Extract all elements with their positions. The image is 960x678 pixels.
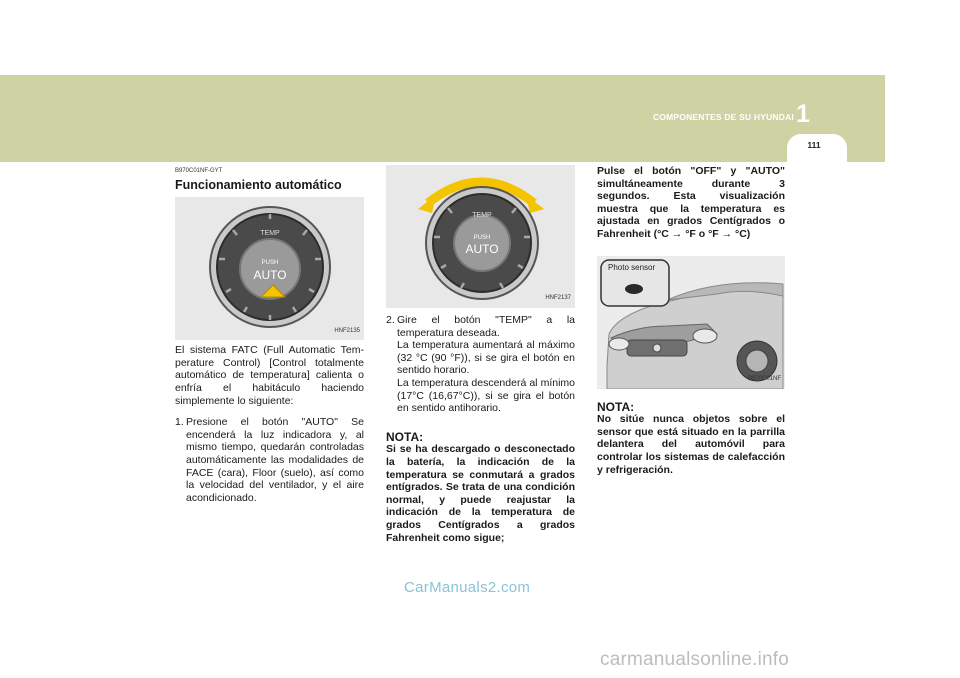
note-title: NOTA:	[386, 429, 424, 444]
list-item-text: La temperatura descenderá al mínimo (17°C (16,67°C)), si se gira el botón en sentido antihorario.	[397, 376, 575, 415]
temp-dial-icon	[175, 197, 364, 340]
sensor-label: Photo sensor	[607, 262, 656, 275]
page-number: 111	[807, 140, 821, 150]
dial-push-text: PUSH	[261, 260, 279, 267]
figure-code: HNF2135	[334, 327, 360, 334]
intro-paragraph: Pulse el botón "OFF" y "AUTO" simultáneamente durante 3 segundos. Esta visualización muestra que la temperatura es ajustada en grados Centígrados o Fahrenheit (°C → °F o °F → °C)	[597, 165, 785, 240]
dial-push-text: PUSH	[473, 235, 491, 241]
auto-dial-figure	[175, 197, 364, 340]
list-item-text: La temperatura aumentará al máximo (32 °C (90 °F)), si se gira el botón en sentido horario.	[397, 339, 575, 377]
dial-auto-text: AUTO	[253, 268, 287, 283]
list-item-text: Presione el botón "AUTO" Se encenderá la luz indicadora y, al mismo tiempo, quedarán controladas automáticamente las modalidades de FACE (cara), Floor (suelo), así como la velocidad del ventilador, y el aire acondicionado.	[186, 416, 364, 504]
note-title: NOTA:	[597, 399, 635, 414]
dial-auto-text: AUTO	[465, 242, 499, 256]
chapter-title: COMPONENTES DE SU HYUNDAI	[652, 112, 794, 122]
section-code: B970C01NF-GYT	[175, 168, 223, 174]
list-item	[386, 314, 575, 415]
photo-sensor-figure	[597, 256, 785, 389]
list-item-number: 2.	[386, 314, 395, 326]
note-text: Si se ha descargado o desconectado la batería, la indicación de la temperatura se conmutará a grados entígrados. Se trata de una condición normal, y puede reajustar la indicación de la temperatura de grados Centígrados a grados Fahrenheit como sigue;	[386, 443, 575, 544]
intro-paragraph: El sistema FATC (Full Automatic Tem-perature Control) [Control totalmente automático de temperatura] calienta o enfría el habitáculo haciendo simplemente lo siguiente:	[175, 344, 364, 407]
list-item-number: 1.	[175, 416, 184, 429]
middle-column	[386, 165, 575, 544]
temp-dial-figure	[386, 165, 575, 308]
figure-code: B970C01NF	[747, 375, 781, 382]
photo-sensor-icon	[625, 284, 643, 294]
figure-code: HNF2137	[545, 295, 571, 302]
watermark-carmanuals2[interactable]: CarManuals2.com	[404, 579, 531, 596]
chapter-number: 1	[796, 100, 810, 128]
section-heading: Funcionamiento automático	[175, 177, 342, 192]
dial-temp-text: TEMP	[260, 230, 280, 238]
car-front-icon	[597, 256, 785, 389]
left-column	[175, 165, 364, 504]
dial-temp-text: TEMP	[472, 212, 492, 219]
list-item-text: Gire el botón "TEMP" a la temperatura deseada.	[397, 314, 575, 339]
right-column	[597, 165, 785, 476]
watermark-carmanualsonline[interactable]: carmanualsonline.info	[600, 649, 790, 670]
note-text: No sitúe nunca objetos sobre el sensor que está situado en la parrilla delantera del automóvil para controlar los sistemas de calefacción y refrigeración.	[597, 413, 785, 476]
list-item	[175, 416, 364, 504]
temp-rotate-dial-icon	[386, 165, 575, 308]
